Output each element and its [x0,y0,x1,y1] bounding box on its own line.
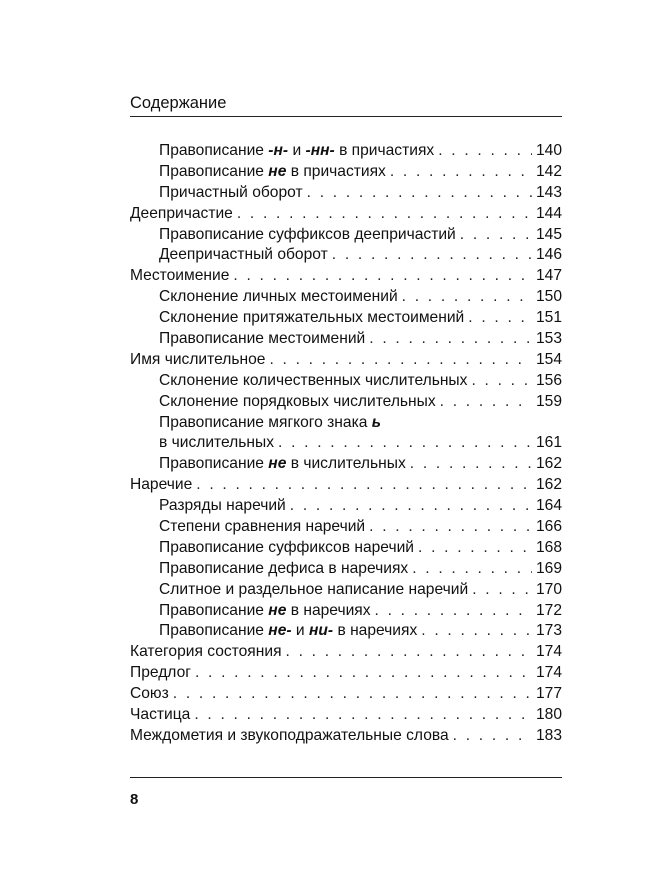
toc-dot-leader [286,642,532,663]
toc-entry [130,517,562,538]
toc-dot-leader [412,559,532,580]
toc-entry-page: 153 [535,330,562,348]
toc-entry-title [159,559,408,580]
toc-entry-page: 144 [535,204,562,222]
toc-entry-title [159,225,456,246]
toc-entry [130,601,562,622]
toc-entry-page: 172 [535,601,562,619]
table-of-contents [130,141,562,747]
toc-entry-title [159,621,417,642]
toc-entry-title [130,726,449,747]
toc-entry-text: Имя числительное [130,350,266,368]
toc-entry-page: 169 [535,559,562,577]
toc-entry-title [130,266,229,287]
toc-entry [130,371,562,392]
toc-entry-emphasis: ни- [308,622,334,640]
toc-entry-page: 173 [535,622,562,640]
toc-entry [130,183,562,204]
toc-entry-text: в причастиях [286,162,386,180]
toc-entry [130,496,562,517]
page-header [130,94,562,117]
toc-entry-page: 159 [535,392,562,410]
toc-entry-page: 140 [535,142,562,159]
toc-entry-title [159,580,468,601]
toc-entry-emphasis: -н- [268,142,289,159]
toc-entry-title [159,413,562,434]
toc-entry [130,308,562,329]
toc-entry [130,225,562,246]
toc-entry [130,266,562,287]
toc-entry-text: Правописание местоимений [159,330,366,348]
toc-entry-text: Правописание [159,142,269,159]
toc-entry-text: и [291,622,309,640]
toc-dot-leader [290,496,532,517]
toc-dot-leader [438,141,532,162]
toc-dot-leader [195,663,532,684]
toc-entry-title [130,663,191,684]
toc-entry [130,663,562,684]
toc-entry-title [130,705,190,726]
toc-entry-emphasis: не [268,162,287,180]
page-header-title: Содержание [130,94,227,112]
toc-entry-text: Деепричастный оборот [159,246,328,264]
toc-entry-title [159,287,398,308]
toc-entry-emphasis: -нн- [305,142,335,159]
toc-entry-text: Склонение количественных числительных [159,371,468,389]
toc-entry-text: Деепричастие [130,204,233,222]
toc-entry-page: 180 [535,706,562,724]
toc-dot-leader [269,350,532,371]
toc-entry-text: Склонение порядковых числительных [159,392,436,410]
toc-entry-emphasis: не- [268,622,292,640]
toc-entry-text: Союз [130,685,169,703]
toc-dot-leader [472,580,532,601]
toc-entry-title [130,350,265,371]
toc-entry-title [159,308,464,329]
toc-entry-text: Категория состояния [130,643,282,661]
toc-dot-leader [194,705,532,726]
toc-entry-page: 183 [535,726,562,744]
toc-entry-text: Правописание суффиксов деепричастий [159,225,456,243]
toc-entry-page: 154 [535,350,562,368]
toc-entry [130,287,562,308]
toc-entry-page: 174 [535,664,562,682]
toc-entry-title [130,642,282,663]
toc-entry-text: в наречиях [286,601,371,619]
toc-entry-text: в числительных [286,455,406,473]
toc-dot-leader [418,538,532,559]
toc-entry-text: Правописание [159,162,269,180]
toc-entry [130,350,562,371]
toc-entry-page: 151 [535,309,562,327]
toc-entry [130,413,562,434]
toc-entry [130,204,562,225]
toc-entry-page: 162 [535,476,562,494]
toc-entry-text: Причастный оборот [159,183,303,201]
toc-dot-leader [468,308,532,329]
toc-dot-leader [453,726,532,747]
toc-entry-text: Склонение притяжательных местоимений [159,309,465,327]
toc-entry-page: 170 [535,580,562,598]
toc-entry-text: в причастиях [334,142,435,159]
toc-entry-emphasis: не [268,455,287,473]
toc-entry-title [159,538,414,559]
toc-entry-title [159,162,386,183]
toc-entry [130,538,562,559]
toc-entry-text: Местоимение [130,267,230,285]
toc-entry-page: 145 [535,225,562,243]
toc-entry-title [159,601,371,622]
toc-entry-text: Наречие [130,476,193,494]
toc-entry-page: 146 [535,246,562,264]
toc-dot-leader [332,245,532,266]
toc-entry-title [159,433,274,454]
toc-dot-leader [410,454,532,475]
toc-entry [130,245,562,266]
toc-entry-text: и [288,142,306,159]
toc-entry-text: Правописание [159,622,269,640]
toc-entry [130,642,562,663]
toc-entry-title [159,245,328,266]
toc-dot-leader [369,329,532,350]
toc-entry [130,433,562,454]
toc-entry-text: Правописание [159,601,269,619]
toc-entry-title [159,141,434,162]
toc-dot-leader [390,162,532,183]
toc-entry-emphasis: не [268,601,287,619]
toc-entry-text: Частица [130,706,191,724]
toc-entry [130,392,562,413]
toc-entry-text: Правописание дефиса в наречиях [159,559,409,577]
toc-entry-title [159,329,365,350]
toc-entry-text: Степени сравнения наречий [159,518,366,536]
toc-entry-page: 168 [535,538,562,556]
toc-entry [130,580,562,601]
toc-entry-title [130,475,192,496]
toc-entry-page: 150 [535,288,562,306]
toc-entry-text: Правописание [159,455,269,473]
toc-dot-leader [421,621,532,642]
toc-entry-page: 166 [535,518,562,536]
toc-entry-text: Междометия и звукоподражательные слова [130,726,449,744]
toc-entry-text: Слитное и раздельное написание наречий [159,580,469,598]
toc-dot-leader [173,684,532,705]
toc-dot-leader [402,287,532,308]
toc-entry-page: 142 [535,162,562,180]
toc-entry-page: 156 [535,371,562,389]
toc-entry-text: Предлог [130,664,191,682]
toc-entry-text: Правописание суффиксов наречий [159,538,414,556]
toc-entry [130,726,562,747]
toc-entry-title [159,496,286,517]
footer-rule [130,777,562,778]
toc-entry [130,621,562,642]
toc-entry-title [159,392,436,413]
toc-entry-page: 161 [535,434,562,452]
toc-dot-leader [369,517,532,538]
toc-entry-title [159,183,303,204]
toc-entry [130,705,562,726]
toc-entry-text: Разряды наречий [159,497,286,515]
toc-entry-title [159,371,467,392]
toc-entry-page: 162 [535,455,562,473]
toc-entry-title [130,204,233,225]
toc-entry [130,684,562,705]
toc-entry-emphasis: ь [371,413,382,431]
toc-entry [130,141,562,162]
toc-dot-leader [307,183,532,204]
toc-entry [130,329,562,350]
page-number: 8 [130,791,139,808]
toc-entry-page: 164 [535,497,562,515]
toc-entry-text: в наречиях [333,622,418,640]
toc-entry [130,475,562,496]
toc-entry-text: в числительных [159,434,275,452]
toc-entry [130,559,562,580]
toc-entry-page: 177 [535,685,562,703]
toc-dot-leader [278,433,532,454]
toc-dot-leader [375,601,532,622]
toc-dot-leader [460,225,532,246]
toc-entry [130,162,562,183]
toc-entry-title [159,517,365,538]
toc-dot-leader [196,475,532,496]
toc-dot-leader [237,204,532,225]
toc-dot-leader [440,392,532,413]
toc-entry-page: 147 [535,267,562,285]
toc-entry-text: Правописание мягкого знака [159,413,372,431]
toc-dot-leader [471,371,532,392]
toc-entry-title [159,454,406,475]
toc-entry-page: 143 [535,183,562,201]
toc-entry-title [130,684,169,705]
toc-entry-text: Склонение личных местоимений [159,288,398,306]
toc-dot-leader [233,266,532,287]
toc-entry [130,454,562,475]
toc-entry-page: 174 [535,643,562,661]
